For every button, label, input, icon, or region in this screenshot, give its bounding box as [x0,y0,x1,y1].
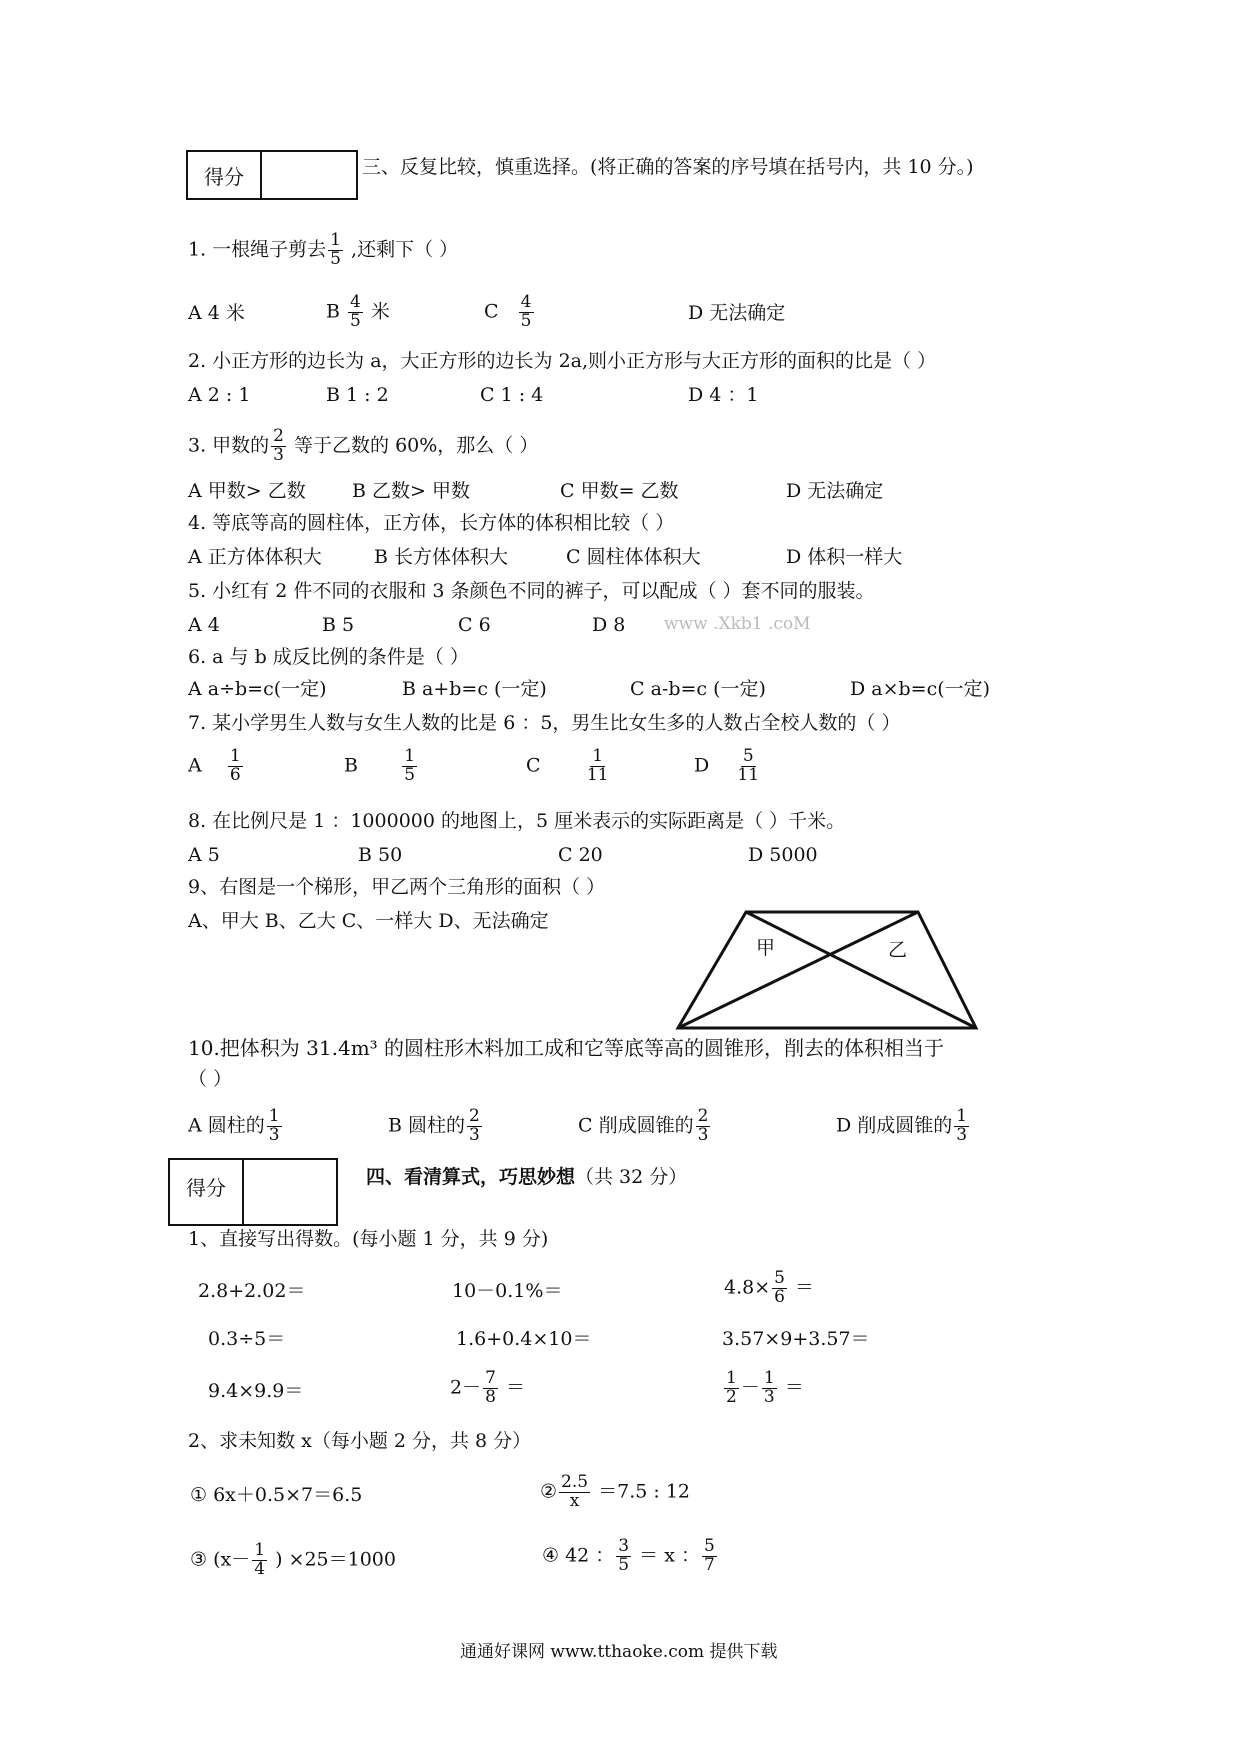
diagonal-1 [746,912,976,1028]
q3-option-d: D 无法确定 [786,480,884,502]
fraction: $\frac{1}{3}$ [956,1106,968,1145]
question-7: 7. 某小学男生人数与女生人数的比是 6 ：5，男生比女生多的人数占全校人数的（ ） [188,712,901,734]
fraction: $\frac{2}{3}$ [469,1106,480,1145]
expr-5: 1.6+0.4×10＝ [456,1328,592,1350]
expr-3: 4.8× $\frac{5}{6}$ ＝ [724,1268,815,1307]
part1-title: 1、直接写出得数。(每小题 1 分，共 9 分) [188,1228,549,1250]
q6-option-c: C a-b=c (一定) [630,678,766,700]
q10-option-c: C 削成圆锥的 $\frac{2}{3}$ [578,1106,709,1145]
q8-option-a: A 5 [188,844,220,866]
q2-option-b: B 1 : 2 [326,384,389,406]
fraction: $\frac{1}{5}$ [404,746,416,785]
q8-option-d: D 5000 [748,844,818,866]
trapezoid-outline [678,912,976,1028]
question-2: 2. 小正方形的边长为 a，大正方形的边长为 2a,则小正方形与大正方形的面积的比是（ ） [188,350,937,372]
fraction: $\frac{1}{5}$ [330,230,341,269]
equation-2: ② $\frac{2.5}{x}$ ＝7.5 : 12 [540,1472,691,1511]
footer: 通通好课网 www.tthaoke.com 提供下载 [460,1642,778,1662]
label-jia: 甲 [756,937,776,959]
part2-title: 2、求未知数 x（每小题 2 分，共 8 分） [188,1430,532,1452]
q7-option-a: A $\frac{1}{6}$ [188,746,241,785]
q1-option-d: D 无法确定 [688,302,786,324]
q7-option-b: B $\frac{1}{5}$ [344,746,416,785]
q5-option-b: B 5 [322,614,355,636]
equation-1: ① 6x＋0.5×7＝6.5 [190,1484,363,1506]
expr-1: 2.8+2.02＝ [198,1280,306,1302]
q10-option-b: B 圆柱的 $\frac{2}{3}$ [388,1106,480,1145]
equation-3: ③ (x－ $\frac{1}{4}$ ) ×25＝1000 [190,1540,396,1579]
fraction: $\frac{2}{3}$ [697,1106,709,1145]
score-box-section3 [186,150,358,200]
question-8: 8. 在比例尺是 1 ：1000000 的地图上，5 厘米表示的实际距离是（ ）千米。 [188,810,846,832]
q10-option-d: D 削成圆锥的 $\frac{1}{3}$ [836,1106,968,1145]
fraction: $\frac{2.5}{x}$ [561,1472,589,1511]
q10-option-a: A 圆柱的 $\frac{1}{3}$ [188,1106,280,1145]
q1-option-a: A 4 米 [188,302,245,324]
score-blank [244,1160,336,1224]
fraction: $\frac{1}{2}$ [726,1368,737,1407]
question-3: 3. 甲数的 $\frac{2}{3}$ 等于乙数的 60%，那么（ ） [188,426,539,465]
q9-options: A、甲大 B、乙大 C、一样大 D、无法确定 [188,910,549,932]
q4-option-d: D 体积一样大 [786,546,903,568]
fraction: $\frac{7}{8}$ [485,1368,496,1407]
q6-option-b: B a+b=c (一定) [402,678,547,700]
fraction: $\frac{1}{3}$ [268,1106,280,1145]
section4-title: 四、看清算式，巧思妙想（共 32 分） [366,1166,688,1188]
question-1: 1. 一根绳子剪去 $\frac{1}{5}$ ,还剩下（ ） [188,230,459,269]
fraction: $\frac{2}{3}$ [273,426,284,465]
equation-4: ④ 42 ： $\frac{3}{5}$ ＝ x ： $\frac{5}{7}$ [542,1536,715,1575]
watermark: www .Xkb1 .coM [664,614,811,634]
label-yi: 乙 [888,939,908,961]
fraction: $\frac{5}{11}$ [737,746,760,785]
q8-option-b: B 50 [358,844,403,866]
q3-option-b: B 乙数> 甲数 [352,480,470,502]
question-4: 4. 等底等高的圆柱体，正方体，长方体的体积相比较（ ） [188,512,675,534]
score-label: 得分 [170,1160,244,1224]
fraction: $\frac{1}{4}$ [254,1540,266,1579]
q2-option-a: A 2 : 1 [188,384,251,406]
q3-option-a: A 甲数> 乙数 [188,480,306,502]
expr-7: 9.4×9.9＝ [208,1380,304,1402]
q4-option-b: B 长方体体积大 [374,546,509,568]
diagonal-2 [678,912,918,1028]
q5-option-c: C 6 [458,614,491,636]
q7-option-c: C $\frac{1}{11}$ [526,746,609,785]
q6-option-d: D a×b=c(一定) [850,678,991,700]
fraction: $\frac{4}{5}$ [520,292,532,331]
q2-option-d: D 4 ：1 [688,384,759,406]
expr-4: 0.3÷5＝ [208,1328,286,1350]
question-6: 6. a 与 b 成反比例的条件是（ ） [188,646,469,668]
expr-2: 10－0.1%＝ [452,1280,563,1302]
fraction: $\frac{1}{3}$ [763,1368,775,1407]
q10-blank: （ ） [188,1068,233,1090]
score-box-section4 [168,1158,338,1226]
q8-option-c: C 20 [558,844,603,866]
expr-9: $\frac{1}{2}$ － $\frac{1}{3}$ ＝ [726,1368,804,1407]
fraction: $\frac{5}{6}$ [774,1268,785,1307]
expr-8: 2－ $\frac{7}{8}$ ＝ [450,1368,525,1407]
score-label: 得分 [188,152,262,198]
q6-option-a: A a÷b=c(一定) [188,678,327,700]
score-blank [262,152,356,198]
fraction: $\frac{1}{6}$ [229,746,241,785]
fraction: $\frac{4}{5}$ [350,292,361,331]
q5-option-a: A 4 [188,614,220,636]
q2-option-c: C 1 : 4 [480,384,544,406]
fraction: $\frac{5}{7}$ [703,1536,715,1575]
q4-option-c: C 圆柱体体积大 [566,546,701,568]
trapezoid-diagram [670,906,990,1034]
q1-option-b: B $\frac{4}{5}$ 米 [326,292,390,331]
section3-title: 三、反复比较，慎重选择。(将正确的答案的序号填在括号内，共 10 分。) [362,156,974,178]
fraction: $\frac{1}{11}$ [586,746,609,785]
q7-option-d: D $\frac{5}{11}$ [694,746,760,785]
q5-option-d: D 8 [592,614,626,636]
question-9: 9、右图是一个梯形，甲乙两个三角形的面积（ ） [188,876,606,898]
q3-option-c: C 甲数= 乙数 [560,480,679,502]
fraction: $\frac{3}{5}$ [618,1536,630,1575]
question-5: 5. 小红有 2 件不同的衣服和 3 条颜色不同的裤子，可以配成（ ）套不同的服装。 [188,580,875,602]
q1-option-c: C $\frac{4}{5}$ [484,292,532,331]
q4-option-a: A 正方体体积大 [188,546,322,568]
question-10: 10.把体积为 31.4m³ 的圆柱形木料加工成和它等底等高的圆锥形，削去的体积相当于 [188,1036,945,1060]
expr-6: 3.57×9+3.57＝ [722,1328,870,1350]
